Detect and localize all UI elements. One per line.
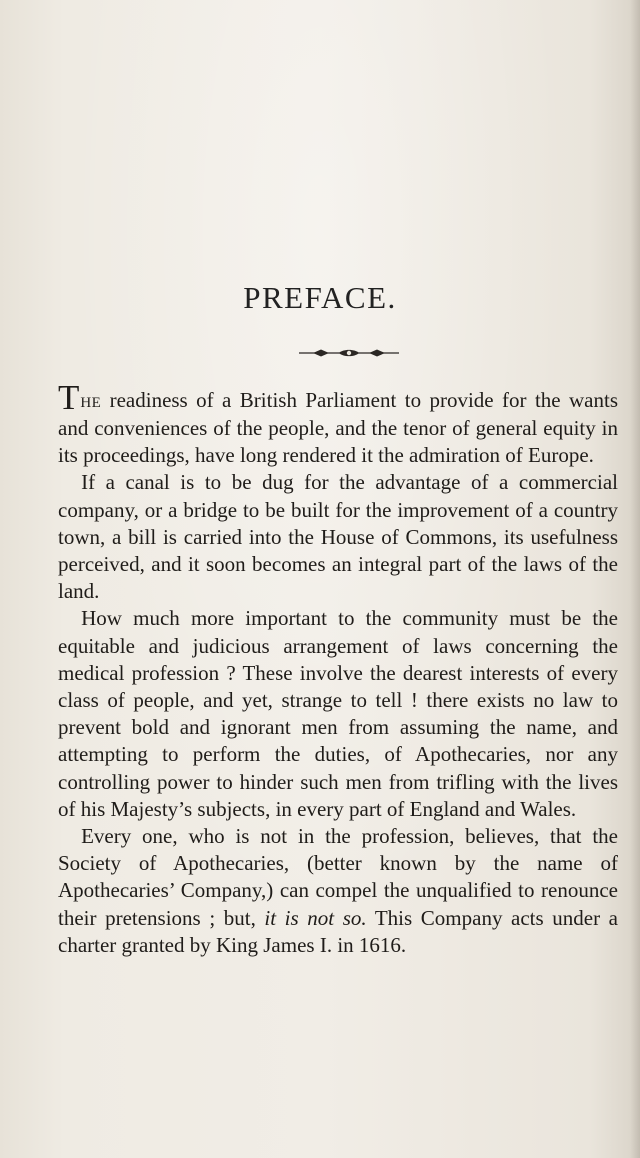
paragraph-4-text-after: This Company acts under a charter granted by King James I. in 1616. xyxy=(58,905,618,957)
page-edge-shadow xyxy=(630,0,640,1158)
paragraph-2 xyxy=(58,469,618,605)
preface-text xyxy=(58,380,618,959)
paragraph-4-italic: it is not so. xyxy=(264,905,367,930)
drop-cap: T xyxy=(58,378,80,417)
paragraph-4-text-before: Every one, who is not in the profession, believes, that the Society of Apothecaries, (better known by the name of Apothecaries’ Company,) can compel the unqualified to renounce their pretensions ; but, xyxy=(58,824,618,930)
paragraph-3 xyxy=(58,605,618,823)
paragraph-2-text: If a canal is to be dug for the advantage of a commercial company, or a bridge to be built for the improvement of a country town, a bill is carried into the House of Commons, its usefulness perceived, and it soon becomes an integral part of the laws of the land. xyxy=(58,470,618,604)
paragraph-4 xyxy=(58,823,618,959)
paragraph-1-text: readiness of a British Parliament to provide for the wants and conveniences of the people, and the tenor of general equity in its proceedings, have long rendered it the admiration of Europe. xyxy=(58,388,618,468)
paragraph-3-text: How much more important to the community must be the equitable and judicious arrangement of laws concerning the medical profession ? These involve the dearest interests of every class of people, and yet, strange to tell ! there exists no law to prevent bold and ignorant men from assuming the name, and attempting to perform the duties, of Apothecaries, nor any controlling power to hinder such men from trifling with the lives of his Majesty’s subjects, in every part of England and Wales. xyxy=(58,606,618,821)
paragraph-1 xyxy=(58,380,618,469)
page-heading: PREFACE. xyxy=(243,280,397,315)
decorative-rule-icon xyxy=(299,346,399,360)
lead-small-caps: he xyxy=(80,388,102,412)
